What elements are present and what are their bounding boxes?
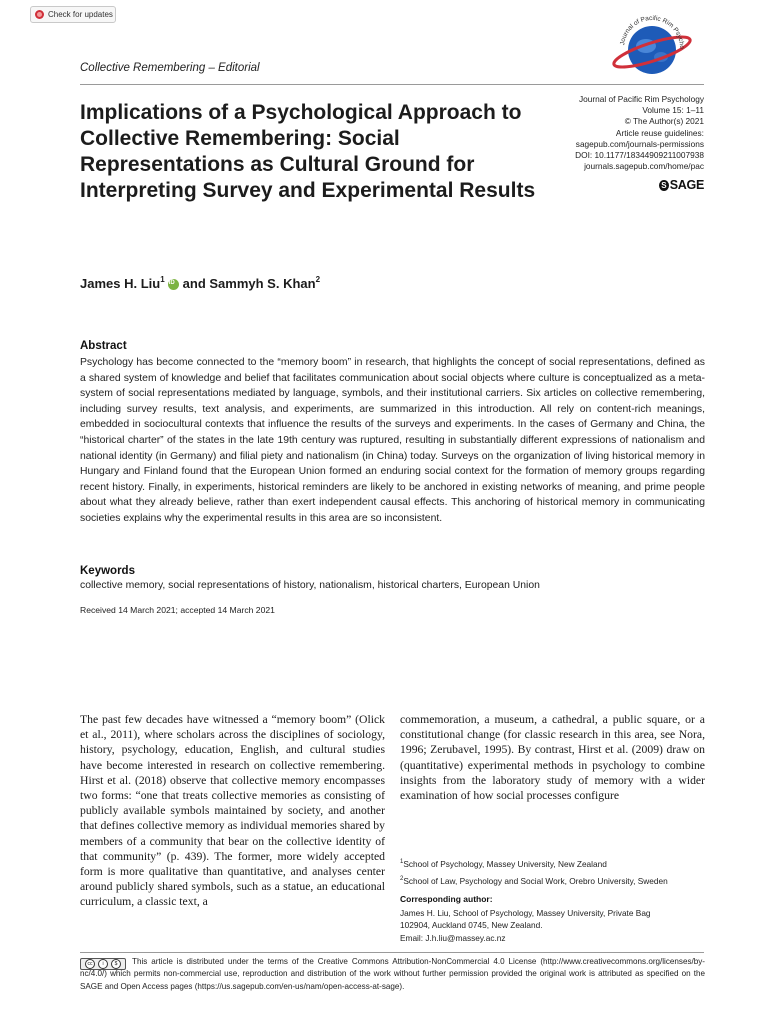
corresponding-line-2: 102904, Auckland 0745, New Zealand.	[400, 920, 543, 931]
affiliations	[400, 855, 668, 889]
corresponding-heading: Corresponding author:	[400, 894, 493, 904]
cc-icon: cc	[85, 959, 95, 969]
orcid-icon[interactable]	[168, 279, 179, 290]
abstract-heading: Abstract	[80, 340, 127, 352]
reuse-label: Article reuse guidelines:	[615, 127, 704, 138]
check-for-updates-button[interactable]	[30, 6, 116, 23]
author-2-affil: 2	[315, 275, 321, 284]
reuse-link[interactable]: sagepub.com/journals-permissions	[575, 138, 704, 149]
updates-icon	[35, 10, 44, 19]
journal-volume: Volume 15: 1–11	[642, 105, 704, 116]
copyright: © The Author(s) 2021	[624, 116, 704, 127]
author-line	[80, 276, 320, 291]
journal-name: Journal of Pacific Rim Psychology	[579, 94, 704, 104]
journal-meta	[575, 94, 704, 172]
running-head: Collective Remembering – Editorial	[80, 62, 260, 74]
body-column-right: commemoration, a museum, a cathedral, a public square, or a constitutional change (for classic research in this area, see Nora, 1996; Zerubavel, 1995). By contrast, Hirst et al. (2009) draw on (quantitative) experimental methods in psychology to combine insights from the laboratory study of memory with a wider examination of how social processes configure	[400, 713, 705, 803]
corresponding-email[interactable]: Email: J.h.liu@massey.ac.nz	[400, 932, 506, 943]
author-1-affil: 1	[160, 275, 165, 284]
license-rule	[80, 952, 704, 953]
affiliation-1: $^1$School of Psychology, Massey University, New Zealand	[400, 858, 607, 869]
affiliation-2: $^2$School of Law, Psychology and Social Work, Orebro University, Sweden	[400, 875, 668, 886]
body-column-left: The past few decades have witnessed a “memory boom” (Olick et al., 2011), where scholars across the disciplines of sociology, history, psychology, education, English, and cultural studies have become interested in research on collective remembering. Hirst et al. (2018) observe that collective memory encompasses two forms: “one that treats collective memories as consisting of publicly available symbols maintained by society, and another that defines collective memory as individual memories shared by members of a community that bear on the collective identity of that community” (p. 439). The former, more widely accepted form is more qualitative than quantitative, and analyses center around publicly shared symbols, such as a statue, an educational curriculum, a classic text, a	[80, 713, 385, 909]
license-text: This article is distributed under the terms of the Creative Commons Attribution-NonCommercial 4.0 License (http://www.creativecommons.org/licenses/by-nc/4.0/) which permits non-commercial use, reproduction and distribution of the work without further permission provided the original work is attributed as specified on the SAGE and Open Access pages (https://us.sagepub.com/en-us/nam/open-access-at-sage).	[80, 957, 705, 991]
author-2: and Sammyh S. Khan	[182, 276, 316, 291]
journal-logo-text: Journal of Pacific Rim Psycho	[619, 14, 686, 50]
corresponding-details	[400, 907, 705, 944]
article-title: Implications of a Psychological Approach to Collective Remembering: Social Representations as Cultural Ground for Interpreting Survey and Experimental Results	[80, 101, 536, 202]
journal-link[interactable]: journals.sagepub.com/home/pac	[584, 161, 704, 172]
keywords-heading: Keywords	[80, 565, 135, 577]
journal-logo	[606, 10, 698, 86]
keywords-text: collective memory, social representations of history, nationalism, historical charters, European Union	[80, 580, 540, 591]
author-1: James H. Liu	[80, 276, 161, 291]
sage-logo	[659, 178, 704, 192]
sage-mark-icon: S	[659, 180, 669, 191]
by-icon: i	[98, 959, 108, 969]
header-rule	[80, 84, 704, 85]
sage-wordmark: SAGE	[669, 178, 704, 192]
check-for-updates-label: Check for updates	[48, 10, 113, 19]
abstract-text: Psychology has become connected to the “memory boom” in research, that highlights the concept of social representations, defined as a shared system of knowledge and belief that facilitates communication about social objects where culture is conceptualized as a meta-system of social representations mediated by language, symbols, and their institutional carriers. Six articles on collective remembering, including survey results, text analysis, and experiments, are summarized in this introduction. All rely on content-rich meanings, embedded in sociocultural contexts that influence the results of the surveys and experiments. In the cases of Germany and China, the “historical charter” of the states in the late 19th century was ruptured, resulting in substantially different expressions of nationalism and national identity (in Germany) and filial piety and nationalism (in China) today. Surveys on the organization of living historical memory in Hungary and Finland found that the European Union formed an enduring social context for the formation of memory groups regarding recent history. Finally, in experiments, historical reminders are likely to be anchored in existing networks of meaning, and prime people about what they already believe, rather than exert independent causal effects. This anchoring of historical memory in communicating societies explains why the experimental results in this area are so inconsistent.	[80, 357, 705, 524]
nc-icon: $	[111, 959, 121, 969]
received-dates: Received 14 March 2021; accepted 14 March 2021	[80, 605, 275, 615]
corresponding-line-1: James H. Liu, School of Psychology, Massey University, Private Bag	[400, 908, 651, 918]
doi[interactable]: DOI: 10.1177/18344909211007938	[575, 150, 704, 161]
